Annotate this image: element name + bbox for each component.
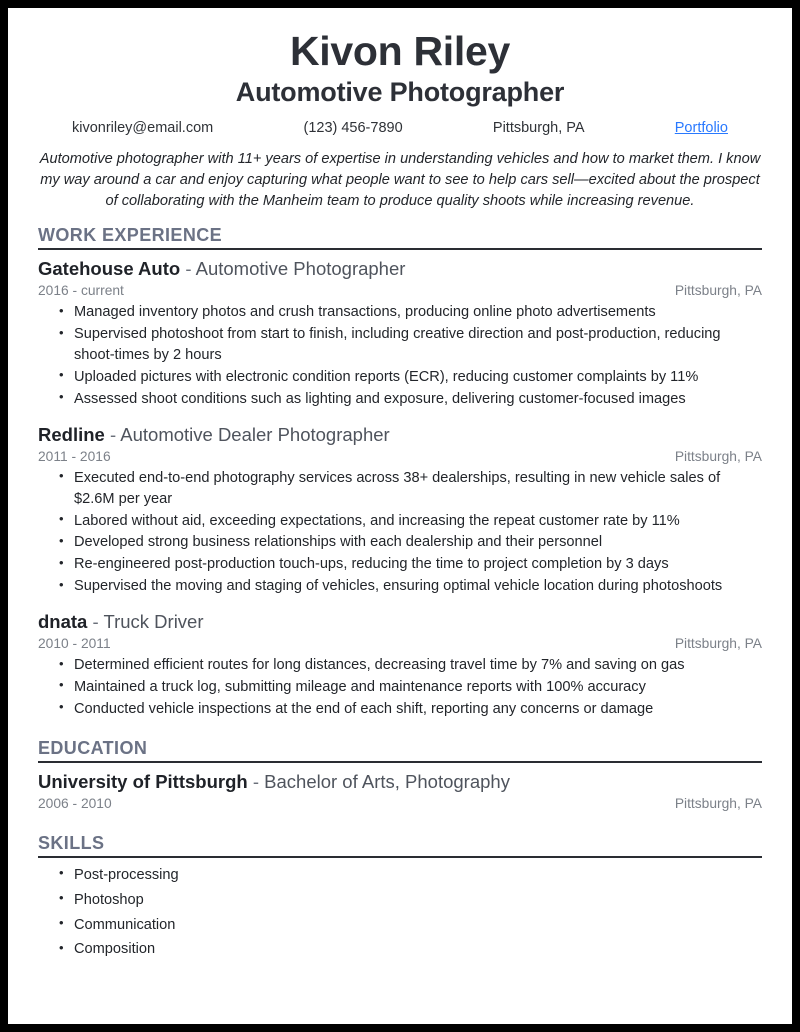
list-item: • Conducted vehicle inspections at the end of each shift, reporting any concerns or damage bbox=[74, 699, 762, 720]
contact-phone[interactable]: (123) 456-7890 bbox=[303, 120, 403, 137]
headline-role: Automotive Photographer bbox=[235, 77, 565, 108]
experience-bullet-list bbox=[38, 468, 762, 597]
resume-content bbox=[8, 8, 792, 960]
experience-company: dnata bbox=[38, 610, 88, 632]
heading-separator: - bbox=[92, 610, 99, 632]
education-school: University of Pittsburgh bbox=[38, 770, 248, 792]
list-item: • Supervised photoshoot from start to finish, including creative direction and post-production, reducing shoot-times by 2 hours bbox=[74, 324, 762, 366]
list-item: • Labored without aid, exceeding expectations, and increasing the repeat customer rate by 11% bbox=[74, 511, 762, 532]
list-item: • Managed inventory photos and crush transactions, producing online photo advertisements bbox=[74, 302, 762, 323]
section-divider bbox=[38, 856, 762, 858]
experience-entry bbox=[38, 257, 762, 409]
experience-location: Pittsburgh, PA bbox=[674, 636, 762, 652]
section-divider bbox=[38, 761, 762, 763]
list-item: • Post-processing bbox=[74, 865, 762, 886]
heading-separator: - bbox=[185, 258, 192, 280]
experience-bullet-list bbox=[38, 302, 762, 409]
experience-job-title: Automotive Photographer bbox=[195, 258, 406, 280]
section-divider bbox=[38, 248, 762, 250]
section-work-experience bbox=[38, 225, 762, 719]
professional-summary: Automotive photographer with 11+ years of expertise in understanding vehicles and how to market them. I know my way around a car and enjoy capturing what people want to see to help cars sell—excited about the prospect of collaborating with the Manheim team to produce quality shoots while increasing revenue. bbox=[39, 151, 761, 209]
education-dates: 2006 - 2010 bbox=[38, 795, 112, 811]
experience-meta bbox=[38, 636, 762, 651]
section-title-skills: SKILLS bbox=[38, 832, 105, 853]
experience-heading bbox=[38, 257, 762, 280]
experience-dates: 2010 - 2011 bbox=[38, 636, 111, 652]
experience-meta bbox=[38, 449, 762, 464]
experience-location: Pittsburgh, PA bbox=[674, 448, 762, 464]
list-item: • Assessed shoot conditions such as lighting and exposure, delivering customer-focused images bbox=[74, 389, 762, 410]
experience-bullet-list bbox=[38, 655, 762, 720]
experience-heading bbox=[38, 610, 762, 633]
section-education bbox=[38, 738, 762, 811]
resume-header bbox=[38, 30, 762, 136]
contact-location: Pittsburgh, PA bbox=[492, 120, 585, 137]
experience-job-title: Truck Driver bbox=[103, 610, 204, 632]
contact-row bbox=[72, 120, 728, 136]
list-item: • Executed end-to-end photography services across 38+ dealerships, resulting in new vehicle sales of $2.6M per year bbox=[74, 468, 762, 510]
experience-entry bbox=[38, 423, 762, 597]
section-skills bbox=[38, 833, 762, 960]
education-meta bbox=[38, 796, 762, 811]
education-entry bbox=[38, 770, 762, 811]
experience-job-title: Automotive Dealer Photographer bbox=[120, 423, 390, 445]
experience-meta bbox=[38, 283, 762, 298]
section-title-education: EDUCATION bbox=[38, 737, 148, 758]
section-title-work: WORK EXPERIENCE bbox=[38, 225, 223, 246]
list-item: • Maintained a truck log, submitting mileage and maintenance reports with 100% accuracy bbox=[74, 677, 762, 698]
resume-page bbox=[8, 8, 792, 1024]
education-location: Pittsburgh, PA bbox=[674, 795, 762, 811]
education-heading bbox=[38, 770, 762, 793]
experience-dates: 2011 - 2016 bbox=[38, 448, 111, 464]
experience-company: Gatehouse Auto bbox=[38, 258, 181, 280]
list-item: • Photoshop bbox=[74, 890, 762, 911]
heading-separator: - bbox=[109, 423, 117, 445]
education-degree: Bachelor of Arts, Photography bbox=[264, 770, 510, 792]
contact-email[interactable]: kivonriley@email.com bbox=[72, 120, 214, 137]
experience-dates: 2016 - current bbox=[38, 283, 124, 299]
portfolio-link[interactable]: Portfolio bbox=[674, 120, 728, 137]
list-item: • Supervised the moving and staging of vehicles, ensuring optimal vehicle location during photoshoots bbox=[74, 576, 762, 597]
list-item: • Communication bbox=[74, 915, 762, 936]
experience-company: Redline bbox=[38, 423, 105, 445]
skills-list bbox=[38, 865, 762, 960]
experience-entry bbox=[38, 610, 762, 720]
experience-heading bbox=[38, 423, 762, 446]
list-item: • Determined efficient routes for long distances, decreasing travel time by 7% and saving on gas bbox=[74, 655, 762, 676]
list-item: • Developed strong business relationships with each dealership and their personnel bbox=[74, 532, 762, 553]
heading-separator: - bbox=[252, 770, 260, 792]
page-title: Kivon Riley bbox=[290, 28, 510, 74]
list-item: • Uploaded pictures with electronic condition reports (ECR), reducing customer complaints by 11% bbox=[74, 367, 762, 388]
list-item: • Composition bbox=[74, 939, 762, 960]
list-item: • Re-engineered post-production touch-ups, reducing the time to project completion by 3 days bbox=[74, 554, 762, 575]
experience-location: Pittsburgh, PA bbox=[674, 283, 762, 299]
